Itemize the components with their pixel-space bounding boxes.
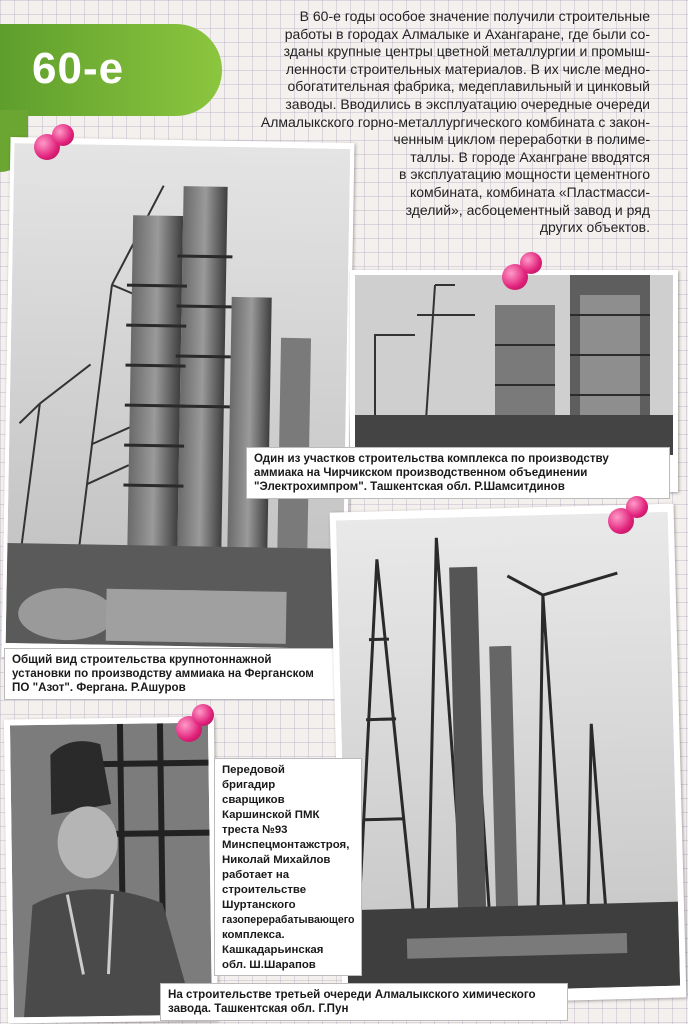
caption-almalyk: [160, 983, 568, 1021]
caption-line: ПО "Азот". Фергана. Р.Ашуров: [12, 681, 186, 694]
caption-line: строительстве: [222, 884, 307, 896]
caption-chirchik: [246, 447, 670, 499]
caption-line: Кашкадарьинская: [222, 944, 324, 956]
caption-line: Каршинской ПМК: [222, 809, 320, 821]
intro-line: обогатительная фабрика, медеплавильный и цинковый: [287, 78, 650, 95]
push-pin-icon: [626, 496, 648, 518]
photo-almalyk-plant: [336, 512, 680, 995]
caption-line: Николай Михайлов: [222, 854, 331, 866]
intro-line: комбината, комбината «Пластмасси-: [409, 183, 650, 200]
caption-line: Передовой: [222, 764, 285, 776]
intro-line: таллы. В городе Ахангране вводятся: [410, 148, 650, 165]
caption-line: Общий вид строительства крупнотоннажной: [12, 653, 272, 666]
caption-line: сварщиков: [222, 794, 285, 806]
caption-fergana: [4, 648, 344, 700]
caption-line: Шуртанского: [222, 899, 296, 911]
push-pin-icon: [52, 124, 74, 146]
photo-welder-portrait: [10, 723, 212, 1018]
intro-line: ленности строительных материалов. В их числе медно-: [285, 60, 650, 77]
photo-chirchik-plant: [355, 275, 673, 455]
caption-line: работает на: [222, 869, 290, 881]
intro-line: в эксплуатацию мощности цементного: [399, 166, 650, 183]
caption-line: комплекса.: [222, 929, 285, 941]
push-pin-icon: [192, 704, 214, 726]
caption-line: газоперерабатывающего: [222, 914, 355, 926]
decade-badge-label: 60-е: [32, 44, 125, 93]
intro-line: Алмалыкского горно-металлургического комбината с закон-: [260, 113, 650, 130]
intro-line: зданы крупные центры цветной металлургии и промыш-: [283, 43, 650, 60]
push-pin-icon: [520, 252, 542, 274]
intro-line: В 60-е годы особое значение получили строительные: [299, 8, 650, 24]
intro-line: зделий», асбоцементный завод и ряд: [405, 201, 650, 218]
caption-line: установки по производству аммиака на Ферганском: [12, 667, 314, 680]
caption-welder: [214, 758, 362, 976]
caption-line: Минспецмонтажстроя,: [222, 839, 350, 851]
intro-line: заводы. Вводились в эксплуатацию очередные очереди: [285, 95, 650, 112]
intro-line: ченным циклом переработки в полиме-: [393, 131, 650, 148]
caption-line: бригадир: [222, 779, 276, 791]
caption-line: "Электрохимпром". Ташкентская обл. Р.Шамситдинов: [254, 480, 565, 493]
caption-line: обл. Ш.Шарапов: [222, 959, 316, 971]
caption-line: На строительстве третьей очереди Алмалыкского химического: [168, 988, 536, 1001]
intro-line: других объектов.: [539, 219, 650, 236]
caption-line: завода. Ташкентская обл. Г.Пун: [168, 1002, 349, 1015]
intro-line: работы в городах Алмалыке и Ахангаране, где были со-: [284, 25, 650, 42]
caption-line: треста №93: [222, 824, 288, 836]
caption-line: аммиака на Чирчикском производственном объединении: [254, 466, 588, 479]
caption-line: Один из участков строительства комплекса по производству: [254, 452, 609, 465]
photo-fergana-plant: [6, 143, 351, 649]
